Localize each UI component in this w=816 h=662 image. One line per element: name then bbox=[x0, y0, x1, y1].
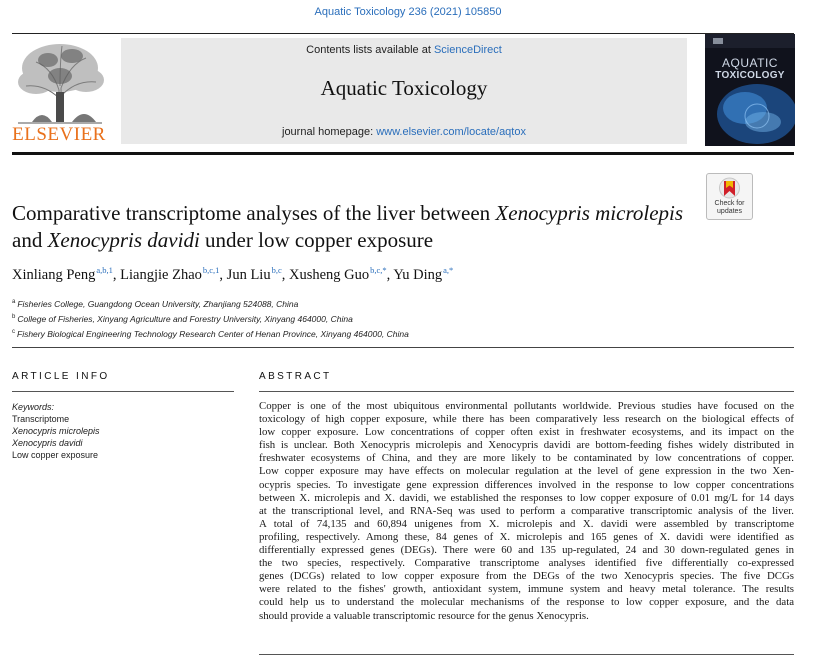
abstract-body bbox=[259, 400, 794, 623]
badge-label bbox=[707, 200, 752, 216]
keyword-item: Xenocypris davidi bbox=[12, 438, 83, 448]
abstract-line: Copper is one of the most ubiquitous environmental pollutants worldwide. Previous studies have focused on the bbox=[259, 400, 794, 412]
abstract-line: were related to the fishes' growth, antioxidant system, immune system and heavy metal tolerance. The results bbox=[259, 583, 794, 596]
abstract-bottom-rule bbox=[259, 654, 794, 655]
author-1[interactable] bbox=[12, 267, 113, 283]
affiliation-text: College of Fisheries, Xinyang Agriculture and Forestry University, Xinyang 464000, China bbox=[17, 314, 353, 324]
title-species1: Xenocypris microlepis bbox=[495, 201, 684, 225]
abstract-line: fish is unclear. Both Xenocypris microlepis and Xenocypris davidi are bottom-feeding fishes widely distributed in bbox=[259, 439, 794, 452]
title-part1: Comparative transcriptome analyses of the liver between bbox=[12, 201, 496, 225]
badge-label-line1: Check for bbox=[714, 200, 745, 207]
affiliation-mark: a bbox=[12, 299, 16, 305]
keyword-item: Transcriptome bbox=[12, 414, 70, 424]
abstract-line: low copper exposure. Low concentrations of copper often exist in freshwater ecosystems, and its impact on the bbox=[259, 426, 794, 439]
title-species2: Xenocypris davidi bbox=[47, 228, 200, 252]
author-affil-marks[interactable]: b,c,1 bbox=[202, 265, 220, 275]
journal-homepage-link[interactable]: www.elsevier.com/locate/aqtox bbox=[376, 126, 526, 138]
author-name[interactable]: Jun Liu bbox=[226, 267, 271, 283]
affiliation-mark: b bbox=[12, 314, 16, 320]
abstract-line: freshwater ecosystems of China, and they are more likely to be contaminated by low concentrations of copper. bbox=[259, 452, 794, 465]
abstract-line: toxicology of high copper exposure, while there has been comparatively less research on the biological effects of bbox=[259, 413, 794, 426]
top-divider bbox=[12, 33, 794, 34]
homepage-prefix: journal homepage: bbox=[282, 126, 377, 138]
contents-prefix: Contents lists available at bbox=[306, 44, 434, 56]
check-for-updates-button[interactable] bbox=[706, 173, 753, 220]
keywords-label: Keywords: bbox=[12, 402, 55, 412]
abstract-line: the two species, respectively. Comparative transcriptome analyses identified five differentially co-expressed bbox=[259, 557, 794, 570]
author-3[interactable] bbox=[227, 267, 282, 283]
author-2[interactable] bbox=[120, 267, 219, 283]
abstract-line: differentially expressed genes (DEGs). There were 60 and 135 up-regulated, 24 and 30 down-regulated genes in bbox=[259, 544, 794, 557]
abstract-line: A total of 74,135 and 60,894 unigenes from X. microlepis and X. davidi were assembled by transcriptome bbox=[259, 517, 794, 530]
journal-cover-image[interactable] bbox=[705, 34, 795, 146]
abstract-line: at the transcriptional level, and RNA-Seq was used to perform a comparative transcriptomic analysis of the liver. bbox=[259, 504, 794, 517]
affiliation-mark: c bbox=[12, 329, 15, 335]
article-info-rule bbox=[12, 391, 234, 392]
title-part3: under low copper exposure bbox=[199, 228, 434, 252]
journal-citation[interactable]: Aquatic Toxicology 236 (2021) 105850 bbox=[314, 6, 502, 18]
abstract-heading: ABSTRACT bbox=[259, 371, 332, 382]
author-affil-marks[interactable]: a,* bbox=[443, 265, 454, 275]
author-name[interactable]: Liangjie Zhao bbox=[120, 267, 202, 283]
author-affil-marks[interactable]: a,b,1 bbox=[96, 265, 113, 275]
homepage-line bbox=[121, 126, 687, 138]
author-name[interactable]: Xusheng Guo bbox=[288, 267, 370, 283]
badge-label-line2: updates bbox=[717, 208, 742, 215]
author-affil-marks[interactable]: b,c bbox=[271, 265, 282, 275]
abstract-line: Low copper exposure may have effects on molecular regulation at the level of gene expression in the two Xen- bbox=[259, 465, 794, 478]
affiliation-a bbox=[12, 296, 782, 311]
header-divider bbox=[12, 152, 794, 155]
affiliation-c bbox=[12, 326, 782, 341]
journal-banner bbox=[121, 38, 687, 144]
cover-artwork bbox=[705, 34, 795, 146]
keyword-item: Low copper exposure bbox=[12, 450, 99, 460]
abstract-line: ocypris species. To investigate gene expression differences involved in the response to low copper concentrations bbox=[259, 478, 794, 491]
author-list: Xinliang Peng$^{a,b,1}$, Liangjie Zhao$^{b,c,1}$, Jun Liu$^{b,c}$, Xusheng Guo$^{b,c,*}$, Yu Ding$^{a,*}$ bbox=[12, 265, 454, 283]
abstract-line: genes (DCGs) related to low copper exposure from the DEGs of the two Xenocypris species. The five DCGs bbox=[259, 570, 794, 583]
journal-name: Aquatic Toxicology bbox=[320, 76, 488, 100]
contents-line bbox=[121, 44, 687, 56]
affiliation-text: Fishery Biological Engineering Technology Research Center of Henan Province, Xinyang 464000, China bbox=[17, 329, 409, 339]
cover-title-line1: AQUATIC bbox=[722, 56, 778, 70]
title-part2: and bbox=[12, 228, 48, 252]
author-affil-marks[interactable]: b,c,* bbox=[370, 265, 387, 275]
affiliation-list bbox=[12, 296, 782, 341]
author-4[interactable] bbox=[289, 267, 387, 283]
abstract-line: should provide a valuable transcriptomic resource for the genus Xenocypris. bbox=[259, 609, 589, 622]
abstract-line: could help us to understand the molecular mechanisms of the response to low copper exposure, and the data bbox=[259, 596, 794, 609]
keyword-item: Xenocypris microlepis bbox=[12, 426, 100, 436]
keywords-block bbox=[12, 401, 232, 461]
abstract-rule bbox=[259, 391, 794, 392]
author-name[interactable]: Yu Ding bbox=[393, 267, 443, 283]
article-info-heading: ARTICLE INFO bbox=[12, 371, 110, 382]
article-title bbox=[12, 200, 702, 254]
sciencedirect-link[interactable]: ScienceDirect bbox=[433, 44, 502, 56]
affiliation-text: Fisheries College, Guangdong Ocean University, Zhanjiang 524088, China bbox=[17, 299, 299, 309]
abstract-line: between X. microlepis and X. davidi, we established the responses to low copper exposure of 0.01 mg/L for 14 days bbox=[259, 491, 794, 504]
affiliation-divider bbox=[12, 347, 794, 348]
publisher-wordmark: ELSEVIER bbox=[12, 124, 106, 145]
abstract-line: profiling, respectively. Among these, 84 genes of X. microlepis and 165 genes of X. davidi were identified as bbox=[259, 530, 794, 543]
author-5[interactable] bbox=[393, 267, 453, 283]
affiliation-b bbox=[12, 311, 782, 326]
cover-title-line2: TOXICOLOGY bbox=[715, 70, 785, 81]
author-name[interactable]: Xinliang Peng bbox=[12, 267, 96, 283]
